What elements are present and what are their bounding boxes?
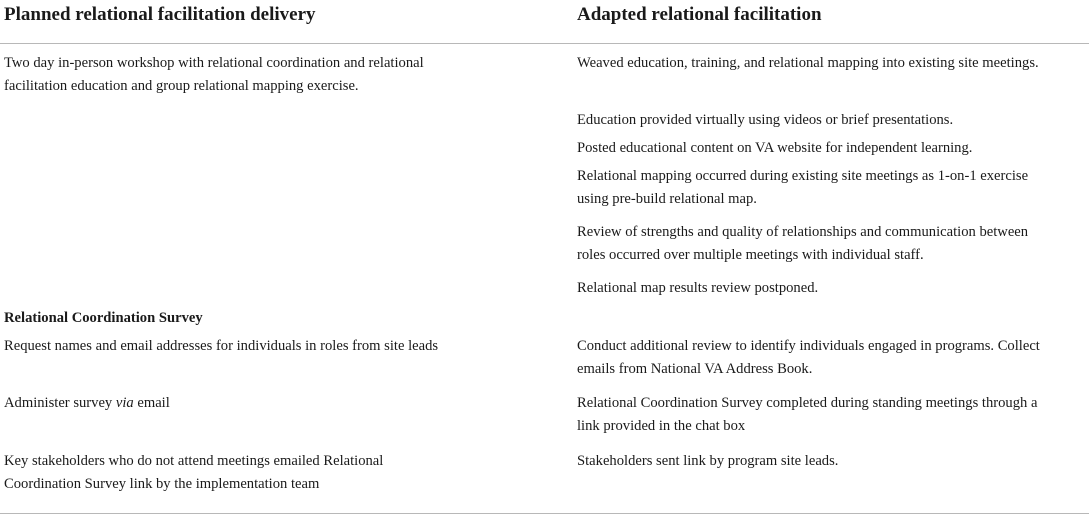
cell-line: Relational Coordination Survey completed during standing meetings through a	[577, 395, 1038, 411]
cell-line: Relational map results review postponed.	[577, 280, 819, 296]
text-part: email	[133, 395, 170, 411]
cell-line: Weaved education, training, and relational mapping into existing site meetings.	[577, 55, 1039, 71]
column-header-planned: Planned relational facilitation delivery	[4, 4, 316, 25]
cell-line	[4, 392, 170, 415]
adapted-row-cell	[577, 335, 1040, 381]
cell-line: Request names and email addresses for individuals in roles from site leads	[4, 338, 439, 354]
cell-line: Key stakeholders who do not attend meetings emailed Relational	[4, 453, 384, 469]
adapted-item	[577, 277, 818, 300]
cell-line: Stakeholders sent link by program site leads.	[577, 453, 839, 469]
planned-row-cell	[4, 450, 383, 496]
table-header	[0, 0, 1089, 44]
cell-line: roles occurred over multiple meetings with individual staff.	[577, 247, 924, 263]
cell-line: Review of strengths and quality of relationships and communication between	[577, 224, 1029, 240]
text-part: Administer survey	[4, 395, 116, 411]
cell-line: Education provided virtually using videos or brief presentations.	[577, 112, 954, 128]
cell-line: using pre-build relational map.	[577, 191, 757, 207]
cell-line: emails from National VA Address Book.	[577, 361, 813, 377]
cell-line: Posted educational content on VA website for independent learning.	[577, 140, 973, 156]
cell-line: Conduct additional review to identify individuals engaged in programs. Collect	[577, 338, 1040, 354]
adapted-row-cell	[577, 392, 1037, 438]
adapted-item	[577, 52, 1039, 75]
cell-line: Two day in-person workshop with relational coordination and relational	[4, 55, 424, 71]
planned-workshop-cell	[4, 52, 424, 98]
column-header-adapted: Adapted relational facilitation	[577, 4, 822, 25]
adapted-row-cell	[577, 450, 838, 473]
cell-line: link provided in the chat box	[577, 418, 746, 434]
planned-row-cell	[4, 335, 438, 358]
italic-text: via	[115, 395, 134, 411]
table-bottom-rule	[0, 513, 1089, 514]
planned-row-cell	[4, 392, 170, 415]
adapted-item	[577, 165, 1028, 211]
adapted-item	[577, 221, 1028, 267]
cell-line: Relational mapping occurred during existing site meetings as 1-on-1 exercise	[577, 168, 1029, 184]
adapted-item	[577, 137, 972, 160]
adapted-item	[577, 109, 953, 132]
section-title-survey: Relational Coordination Survey	[4, 310, 203, 326]
header-divider	[0, 43, 1089, 44]
cell-line: Coordination Survey link by the implementation team	[4, 476, 320, 492]
cell-line: facilitation education and group relational mapping exercise.	[4, 78, 359, 94]
